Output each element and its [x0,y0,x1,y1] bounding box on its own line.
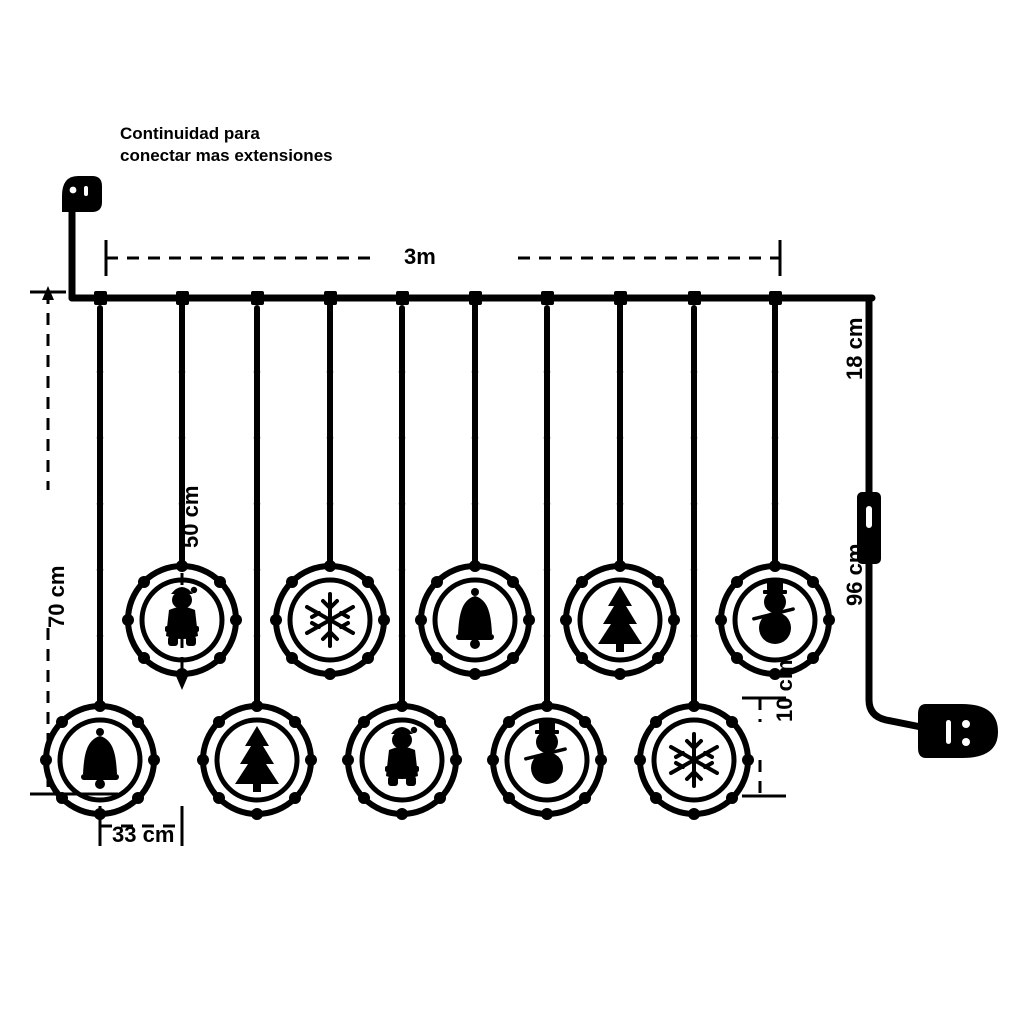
continuity-note-line2: conectar mas extensiones [120,146,333,165]
continuity-note-line1: Continuidad para [120,124,260,143]
dimension-top-to-switch: 18 cm [842,317,867,380]
pendant-bottom-1-bell [40,700,160,820]
male-plug [918,704,998,758]
pendant-top-2-snowflake [270,560,390,680]
pendant-bottom-3-santa [342,700,462,820]
dimension-ring-gap: 10 cm [772,659,797,722]
dimension-total-length: 3m [404,244,436,269]
drop-wires-short [182,302,775,566]
pendant-bottom-4-snowman [487,700,607,820]
pendant-bottom-2-tree [197,700,317,820]
pendant-top-4-tree [560,560,680,680]
dimension-spacing: 33 cm [112,822,175,847]
dimension-drop-short: 50 cm [178,485,203,548]
dimension-switch-to-plug: 96 cm [842,543,867,606]
female-connector [62,176,102,298]
pendant-top-3-bell [415,560,535,680]
pendant-bottom-5-snowflake [634,700,754,820]
dimension-drop-long: 70 cm [44,565,69,628]
